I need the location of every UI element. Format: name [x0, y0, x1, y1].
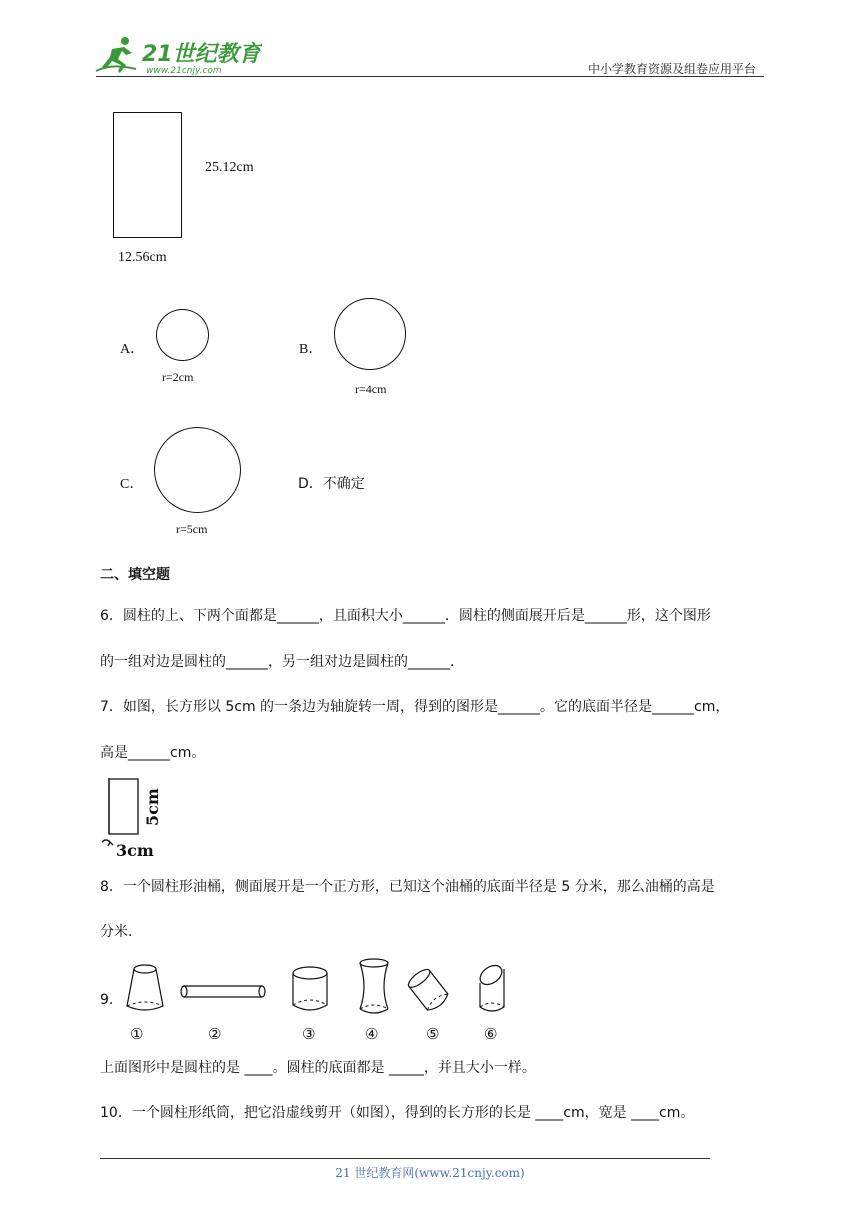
q6-line-1: 6．圆柱的上、下两个面都是______，且面积大小______．圆柱的侧面展开后是______形，这个图形 — [100, 608, 711, 624]
q9-marker-5: ⑤ — [426, 1025, 440, 1043]
q9-marker-6: ⑥ — [484, 1025, 498, 1043]
option-c-radius: r=5cm — [176, 522, 208, 536]
q9-shapes-figure — [118, 955, 518, 1047]
unfolded-rectangle-figure — [113, 112, 182, 238]
rectangle-height-label: 25.12cm — [205, 160, 254, 175]
q10-text: 10．一个圆柱形纸筒，把它沿虚线剪开（如图），得到的长方形的长是 ____cm，宽是 ____cm。 — [100, 1105, 695, 1121]
q7-line-1: 7．如图，长方形以 5cm 的一条边为轴旋转一周，得到的图形是______。它的底面半径是______cm， — [100, 699, 730, 715]
q9-text: 上面图形中是圆柱的是 ____。圆柱的底面都是 _____，并且大小一样。 — [100, 1060, 536, 1076]
option-b-label[interactable]: B． — [299, 342, 323, 357]
option-b-circle — [334, 298, 406, 370]
section-title: 二、填空题 — [100, 567, 170, 583]
option-b-radius: r=4cm — [355, 382, 387, 396]
q9-shape-5-tilted-cylinder — [406, 966, 450, 1013]
option-d-label[interactable]: D．不确定 — [298, 476, 365, 492]
site-logo — [92, 33, 262, 77]
q9-shape-1-frustum — [127, 965, 163, 1010]
q6-line-2: 的一组对边是圆柱的______，另一组对边是圆柱的______． — [100, 654, 464, 670]
option-c-label[interactable]: C． — [120, 477, 144, 492]
q9-marker-2: ② — [208, 1025, 222, 1043]
q9-number: 9． — [100, 992, 123, 1008]
q9-marker-3: ③ — [302, 1025, 316, 1043]
header-divider — [96, 76, 764, 77]
q9-shape-3-cylinder — [293, 967, 327, 1010]
option-a-circle — [156, 309, 209, 361]
logo-url: www.21cnjy.com — [146, 66, 222, 76]
header-platform-text: 中小学教育资源及组卷应用平台 — [587, 62, 756, 76]
runner-icon — [96, 37, 136, 73]
footer-divider — [100, 1158, 710, 1159]
q9-marker-1: ① — [130, 1025, 144, 1043]
q7-line-2: 高是______cm。 — [100, 745, 206, 761]
q7-figure-width-label: 3cm — [116, 841, 154, 858]
q9-marker-4: ④ — [365, 1025, 379, 1043]
q8-line-2: 分米． — [100, 924, 142, 940]
footer-text[interactable]: 21 世纪教育网(www.21cnjy.com) — [335, 1166, 525, 1180]
q7-figure-height-label: 5cm — [143, 788, 162, 826]
q9-shape-2-long-cylinder — [181, 986, 265, 997]
option-a-label[interactable]: A． — [120, 342, 145, 357]
q9-shape-6-oblique-cylinder — [477, 962, 506, 1011]
option-c-circle — [154, 427, 241, 513]
rectangle-width-label: 12.56cm — [118, 250, 167, 265]
logo-text: 21世纪教育 — [142, 42, 261, 67]
option-a-radius: r=2cm — [162, 370, 194, 384]
q8-line-1: 8．一个圆柱形油桶，侧面展开是一个正方形，已知这个油桶的底面半径是 5 分米，那么油桶的高是 — [100, 879, 715, 895]
q7-rectangle-figure — [100, 776, 170, 858]
q9-shape-4-waisted-tube — [360, 959, 388, 1013]
